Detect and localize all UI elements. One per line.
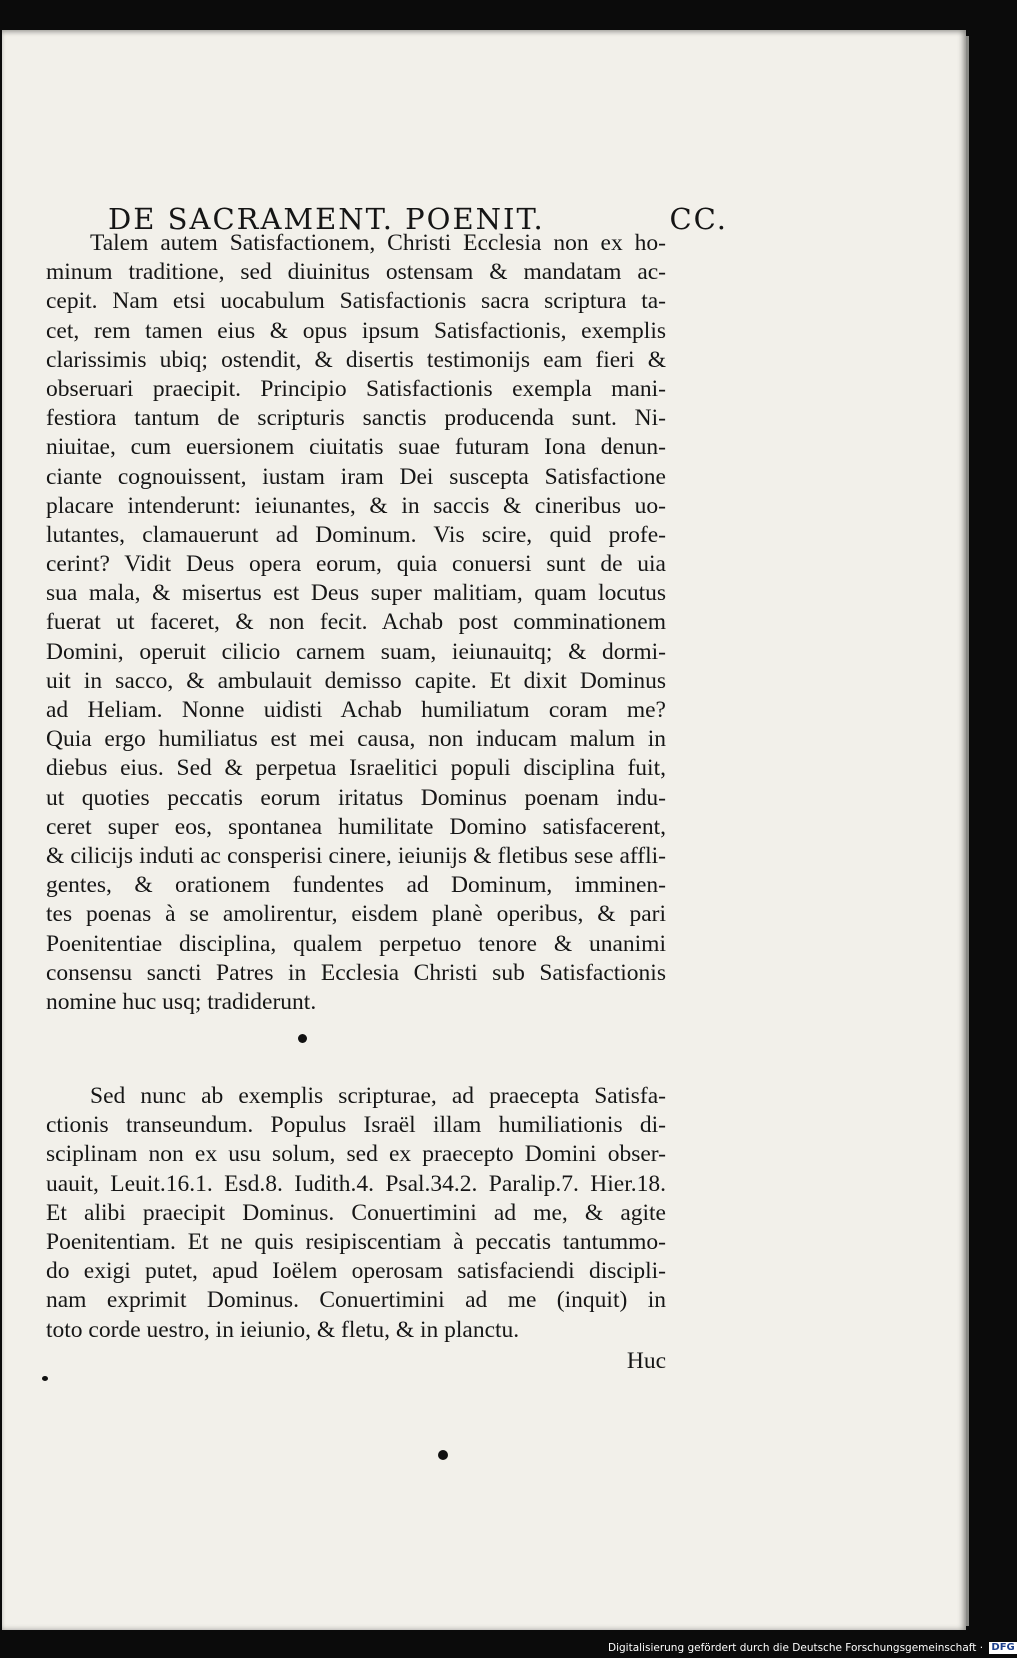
text-line: uauit, Leuit.16.1. Esd.8. Iudith.4. Psal.34.2. Paralip.7. Hier.18. — [46, 1170, 666, 1197]
text-line: uit in sacco, & ambulauit demisso capite. Et dixit Dominus — [46, 667, 666, 694]
text-line: fuerat ut faceret, & non fecit. Achab post comminationem — [46, 609, 666, 636]
text-line: diebus eius. Sed & perpetua Israelitici populi disciplina fuit, — [46, 755, 666, 782]
text-line: niuitae, cum euersionem ciuitatis suae futuram Iona denun- — [46, 434, 666, 461]
folio-number: CC. — [669, 202, 728, 236]
paragraph-2 — [46, 1082, 666, 1345]
text-line: Talem autem Satisfactionem, Christi Ecclesia non ex ho- — [90, 230, 666, 256]
text-line: ctionis transeundum. Populus Israël illam humiliationis di- — [46, 1112, 666, 1139]
text-line: nomine huc usq; tradiderunt. — [46, 988, 317, 1015]
text-line: do exigi putet, apud Ioëlem operosam satisfaciendi discipli- — [46, 1258, 666, 1285]
text-line: cet, rem tamen eius & opus ipsum Satisfactionis, exemplis — [46, 317, 666, 344]
text-line: nam exprimit Dominus. Conuertimini ad me (inquit) in — [46, 1287, 666, 1314]
text-line: consensu sancti Patres in Ecclesia Christi sub Satisfactionis — [46, 959, 666, 986]
text-line: ad Heliam. Nonne uidisti Achab humiliatum coram me? — [46, 697, 666, 723]
text-line: cerint? Vidit Deus opera eorum, quia conuersi sunt de uia — [46, 551, 666, 578]
text-line: minum traditione, sed diuinitus ostensam & mandatam ac- — [46, 259, 666, 286]
text-line: clarissimis ubiq; ostendit, & disertis testimonijs eam fieri & — [46, 346, 666, 373]
text-line: gentes, & orationem fundentes ad Dominum, imminen- — [46, 872, 666, 899]
catchword: Huc — [626, 1348, 666, 1374]
ink-dot — [298, 1034, 307, 1043]
book-page — [2, 30, 966, 1630]
text-line: Sed nunc ab exemplis scripturae, ad praecepta Satisfa- — [90, 1083, 666, 1109]
text-line: toto corde uestro, in ieiunio, & fletu, & in planctu. — [46, 1316, 520, 1343]
text-line: Domini, operuit cilicio carnem suam, ieiunauitq; & dormi- — [46, 638, 666, 665]
text-line: lutantes, clamauerunt ad Dominum. Vis scire, quid profe- — [46, 521, 666, 548]
text-line: & cilicijs induti ac consperisi cinere, ieiunijs & fletibus sese affli- — [46, 842, 666, 869]
text-line: tes poenas à se amolirentur, eisdem planè operibus, & pari — [46, 901, 666, 928]
dfg-logo: DFG — [991, 1642, 1015, 1653]
text-line: sciplinam non ex usu solum, sed ex praecepto Domini obser- — [46, 1141, 666, 1168]
text-line: Poenitentiae disciplina, qualem perpetuo tenore & unanimi — [46, 930, 666, 957]
text-line: Quia ergo humiliatus est mei causa, non inducam malum in — [46, 726, 666, 753]
text-line: obseruari praecipit. Principio Satisfactionis exempla mani- — [46, 375, 666, 402]
footer-credit — [608, 1640, 1017, 1656]
text-line: ceret super eos, spontanea humilitate Domino satisfacerent, — [46, 813, 666, 840]
ink-dot — [438, 1450, 448, 1460]
text-line: sua mala, & misertus est Deus super malitiam, quam locutus — [46, 580, 666, 607]
page-edge — [966, 36, 969, 1626]
text-line: placare intenderunt: ieiunantes, & in saccis & cineribus uo- — [46, 492, 666, 519]
text-line: Et alibi praecipit Dominus. Conuertimini ad me, & agite — [46, 1199, 666, 1226]
text-line: festiora tantum de scripturis sanctis producenda sunt. Ni- — [46, 405, 666, 432]
text-line: Poenitentiam. Et ne quis resipiscentiam à peccatis tantummo- — [46, 1228, 666, 1255]
paragraph-1 — [46, 229, 666, 1017]
running-title: DE SACRAMENT. POENIT. — [108, 202, 545, 236]
text-line: ut quoties peccatis eorum iritatus Dominus poenam indu- — [46, 784, 666, 811]
text-line: cepit. Nam etsi uocabulum Satisfactionis sacra scriptura ta- — [46, 288, 666, 315]
credit-text: Digitalisierung gefördert durch die Deutsche Forschungsgemeinschaft · — [608, 1642, 984, 1654]
text-line: ciante cognouissent, iustam iram Dei suscepta Satisfactione — [46, 463, 666, 490]
ink-dot — [42, 1376, 48, 1381]
